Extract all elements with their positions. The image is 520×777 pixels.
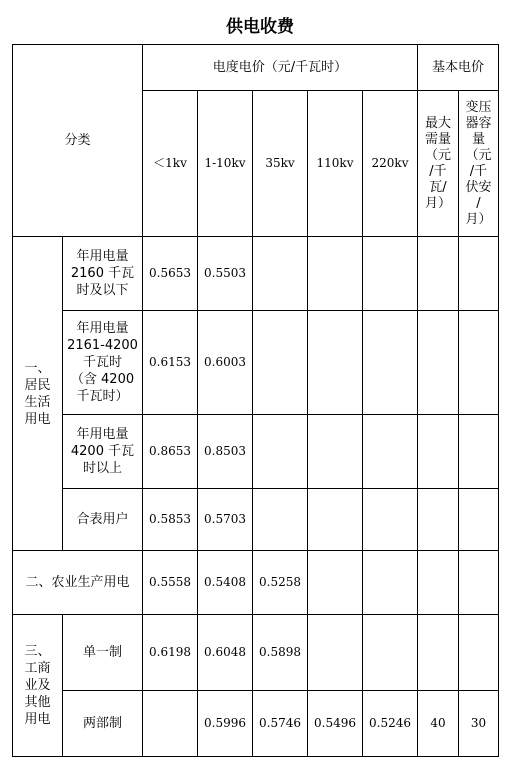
commercial-two-part-35kv: 0.5746 [253, 691, 308, 757]
empty-cell [363, 489, 418, 551]
empty-cell [459, 237, 499, 311]
residential-tier1-1-10kv: 0.5503 [198, 237, 253, 311]
empty-cell [459, 615, 499, 691]
residential-label: 一、 居民 生活 用电 [13, 237, 63, 551]
empty-cell [308, 311, 363, 415]
empty-cell [143, 691, 198, 757]
commercial-two-part-110kv: 0.5496 [308, 691, 363, 757]
empty-cell [253, 311, 308, 415]
empty-cell [253, 237, 308, 311]
commercial-two-part-label: 两部制 [63, 691, 143, 757]
residential-tier3-1-10kv: 0.8503 [198, 415, 253, 489]
energy-price-header: 电度电价（元/千瓦时） [143, 45, 418, 91]
electricity-price-table [12, 44, 499, 757]
voltage-header-220kv: 220kv [363, 91, 418, 237]
commercial-label: 三、 工商 业及 其他 用电 [13, 615, 63, 757]
empty-cell [363, 551, 418, 615]
residential-shared-meter-1-10kv: 0.5703 [198, 489, 253, 551]
empty-cell [418, 551, 459, 615]
commercial-two-part-220kv: 0.5246 [363, 691, 418, 757]
empty-cell [308, 237, 363, 311]
residential-tier2-label: 年用电量 2161-4200 千瓦时 （含 4200 千瓦时） [63, 311, 143, 415]
empty-cell [418, 415, 459, 489]
empty-cell [308, 415, 363, 489]
voltage-header-110kv: 110kv [308, 91, 363, 237]
empty-cell [308, 551, 363, 615]
empty-cell [363, 415, 418, 489]
voltage-header-lt1kv: ＜1kv [143, 91, 198, 237]
basic-price-header: 基本电价 [418, 45, 499, 91]
agriculture-35kv: 0.5258 [253, 551, 308, 615]
residential-tier2-lt1kv: 0.6153 [143, 311, 198, 415]
empty-cell [308, 615, 363, 691]
empty-cell [459, 311, 499, 415]
empty-cell [459, 415, 499, 489]
empty-cell [308, 489, 363, 551]
category-header: 分类 [13, 45, 143, 237]
empty-cell [418, 615, 459, 691]
residential-shared-meter-lt1kv: 0.5853 [143, 489, 198, 551]
commercial-two-part-max-demand: 40 [418, 691, 459, 757]
empty-cell [459, 489, 499, 551]
agriculture-lt1kv: 0.5558 [143, 551, 198, 615]
empty-cell [418, 489, 459, 551]
commercial-two-part-capacity: 30 [459, 691, 499, 757]
empty-cell [363, 237, 418, 311]
commercial-two-part-1-10kv: 0.5996 [198, 691, 253, 757]
commercial-single-lt1kv: 0.6198 [143, 615, 198, 691]
commercial-single-35kv: 0.5898 [253, 615, 308, 691]
page-title: 供电收费 [226, 17, 294, 37]
voltage-header-1-10kv: 1-10kv [198, 91, 253, 237]
empty-cell [253, 489, 308, 551]
empty-cell [363, 311, 418, 415]
empty-cell [418, 237, 459, 311]
voltage-header-35kv: 35kv [253, 91, 308, 237]
empty-cell [459, 551, 499, 615]
commercial-single-label: 单一制 [63, 615, 143, 691]
capacity-header: 变压 器容 量 （元 /千 伏安 / 月） [459, 91, 499, 237]
empty-cell [363, 615, 418, 691]
residential-tier1-lt1kv: 0.5653 [143, 237, 198, 311]
residential-tier3-label: 年用电量 4200 千瓦 时以上 [63, 415, 143, 489]
commercial-single-1-10kv: 0.6048 [198, 615, 253, 691]
residential-tier3-lt1kv: 0.8653 [143, 415, 198, 489]
residential-tier1-label: 年用电量 2160 千瓦 时及以下 [63, 237, 143, 311]
empty-cell [253, 415, 308, 489]
agriculture-1-10kv: 0.5408 [198, 551, 253, 615]
agriculture-label: 二、农业生产用电 [13, 551, 143, 615]
residential-tier2-1-10kv: 0.6003 [198, 311, 253, 415]
empty-cell [418, 311, 459, 415]
residential-shared-meter-label: 合表用户 [63, 489, 143, 551]
max-demand-header: 最大 需量 （元 /千 瓦/ 月） [418, 91, 459, 237]
